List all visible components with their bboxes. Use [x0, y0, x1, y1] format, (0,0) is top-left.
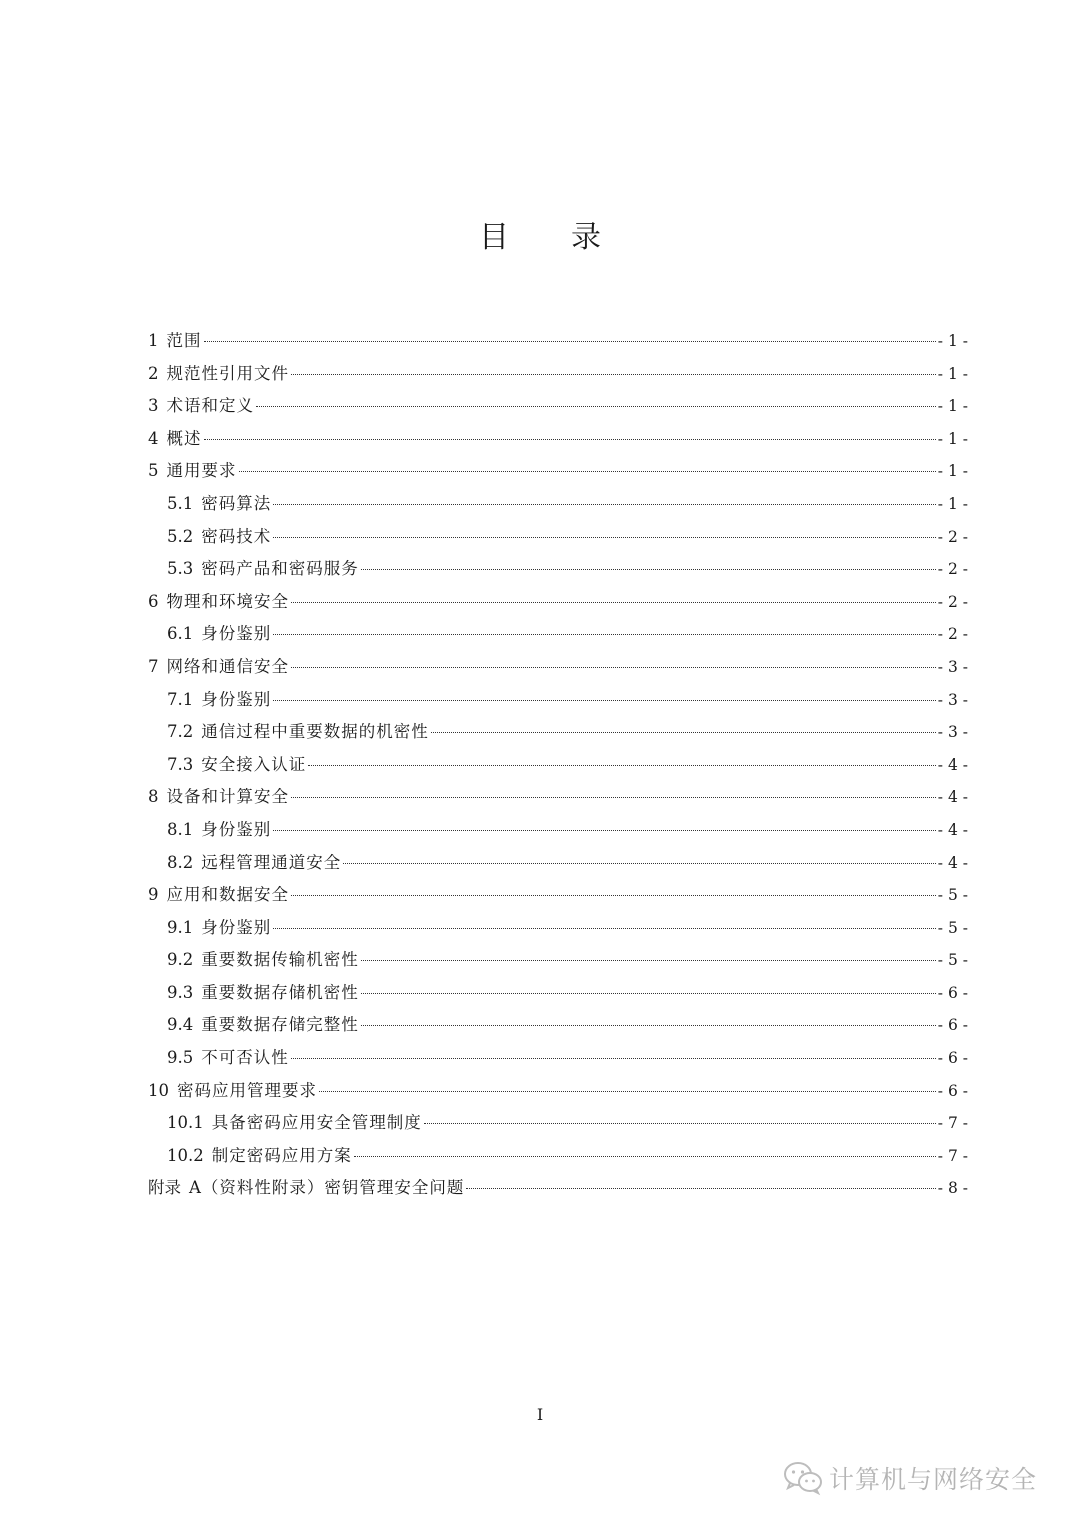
toc-entry-label: 重要数据存储机密性	[201, 982, 359, 1002]
toc-entry[interactable]	[148, 488, 968, 521]
toc-entry[interactable]	[148, 749, 968, 782]
toc-leader-dots	[204, 341, 936, 342]
toc-entry[interactable]	[148, 553, 968, 586]
toc-entry[interactable]	[148, 879, 968, 912]
toc-entry-page: - 1 -	[937, 462, 968, 481]
toc-entry-number: 4	[148, 428, 159, 448]
toc-entry-label: 术语和定义	[166, 396, 254, 416]
toc-entry-label: 重要数据存储完整性	[201, 1015, 359, 1035]
toc-entry-label: 制定密码应用方案	[211, 1145, 352, 1165]
toc-entry-page: - 4 -	[937, 853, 968, 872]
watermark	[783, 1460, 1037, 1496]
toc-entry-number: 6	[148, 591, 159, 611]
toc-entry-label: 身份鉴别	[201, 917, 272, 937]
toc-entry-page: - 2 -	[937, 592, 968, 611]
toc-entry-page: - 6 -	[937, 1016, 968, 1035]
toc-entry[interactable]	[148, 684, 968, 717]
toc-entry-page: - 5 -	[937, 951, 968, 970]
toc-entry-number: 5.2	[167, 526, 194, 546]
toc-entry[interactable]	[148, 455, 968, 488]
toc-entry-page: - 1 -	[937, 364, 968, 383]
toc-leader-dots	[291, 797, 936, 798]
watermark-text: 计算机与网络安全	[829, 1465, 1038, 1494]
toc-entry[interactable]	[148, 781, 968, 814]
toc-leader-dots	[273, 928, 936, 929]
toc-entry-label: 密码产品和密码服务	[201, 559, 359, 579]
toc-entry-page: - 7 -	[937, 1114, 968, 1133]
toc-entry-number: 10.1	[167, 1113, 204, 1133]
toc-leader-dots	[424, 1123, 936, 1124]
toc-entry[interactable]	[148, 944, 968, 977]
toc-entry[interactable]	[148, 423, 968, 456]
toc-entry[interactable]	[148, 1140, 968, 1173]
toc-entry[interactable]	[148, 1172, 968, 1205]
toc-entry[interactable]	[148, 1009, 968, 1042]
toc-entry[interactable]	[148, 390, 968, 423]
toc-entry-page: - 4 -	[937, 755, 968, 774]
toc-entry-page: - 8 -	[937, 1179, 968, 1198]
toc-leader-dots	[361, 993, 936, 994]
toc-leader-dots	[204, 439, 936, 440]
toc-entry-number: 2	[148, 363, 159, 383]
toc-entry-number: 9.2	[167, 950, 194, 970]
toc-leader-dots	[273, 634, 936, 635]
toc-entry[interactable]	[148, 1107, 968, 1140]
toc-leader-dots	[291, 667, 936, 668]
toc-leader-dots	[291, 895, 936, 896]
toc-entry-label: 重要数据传输机密性	[201, 950, 359, 970]
toc-entry-page: - 3 -	[937, 657, 968, 676]
toc-entry-page: - 2 -	[937, 625, 968, 644]
toc-entry-number: 9.5	[167, 1048, 194, 1068]
toc-leader-dots	[431, 732, 936, 733]
toc-entry-number: 5.1	[167, 493, 194, 513]
toc-leader-dots	[361, 960, 936, 961]
toc-entry-page: - 2 -	[937, 527, 968, 546]
toc-entry-page: - 1 -	[937, 494, 968, 513]
toc-entry-page: - 3 -	[937, 723, 968, 742]
toc-entry-page: - 2 -	[937, 560, 968, 579]
toc-leader-dots	[291, 374, 936, 375]
toc-entry[interactable]	[148, 586, 968, 619]
page-number: I	[536, 1405, 544, 1424]
toc-entry-number: 7.3	[167, 754, 194, 774]
toc-entry-page: - 3 -	[937, 690, 968, 709]
toc-leader-dots	[343, 863, 936, 864]
toc-entry-page: - 5 -	[937, 918, 968, 937]
toc-entry-page: - 6 -	[937, 1049, 968, 1068]
toc-entry-label: 规范性引用文件	[166, 363, 289, 383]
toc-leader-dots	[273, 830, 936, 831]
toc-entry-page: - 1 -	[937, 429, 968, 448]
toc-entry[interactable]	[148, 1075, 968, 1108]
toc-entry[interactable]	[148, 814, 968, 847]
toc-entry-number: 9.3	[167, 982, 194, 1002]
toc-entry-number: 3	[148, 396, 159, 416]
toc-entry-number: 7.1	[167, 689, 194, 709]
toc-entry-label: 密码算法	[201, 493, 272, 513]
toc-entry[interactable]	[148, 618, 968, 651]
toc-entry-label: 通信过程中重要数据的机密性	[201, 722, 429, 742]
toc-entry-label: A（资料性附录）密钥管理安全问题	[189, 1178, 465, 1198]
toc-entry[interactable]	[148, 716, 968, 749]
toc-leader-dots	[273, 700, 936, 701]
toc-entry-label: 身份鉴别	[201, 689, 272, 709]
toc-entry[interactable]	[148, 651, 968, 684]
toc-entry-number: 5	[148, 461, 159, 481]
toc-entry-label: 应用和数据安全	[166, 885, 289, 905]
toc-entry[interactable]	[148, 358, 968, 391]
toc-leader-dots	[273, 537, 936, 538]
toc-entry-page: - 4 -	[937, 788, 968, 807]
toc-entry-number: 9.4	[167, 1015, 194, 1035]
toc-entry-number: 8.1	[167, 819, 194, 839]
toc-leader-dots	[308, 765, 936, 766]
toc-leader-dots	[291, 1058, 936, 1059]
toc-entry-page: - 7 -	[937, 1146, 968, 1165]
toc-leader-dots	[361, 569, 936, 570]
toc-leader-dots	[273, 504, 936, 505]
title-char-2: 录	[571, 220, 601, 255]
toc-entry-number: 6.1	[167, 624, 194, 644]
toc-entry-label: 设备和计算安全	[166, 787, 289, 807]
toc-entry[interactable]	[148, 977, 968, 1010]
toc-entry-page: - 1 -	[937, 397, 968, 416]
toc-leader-dots	[319, 1091, 936, 1092]
title-char-1: 目	[479, 220, 509, 255]
toc-entry-label: 概述	[166, 428, 202, 448]
toc-leader-dots	[466, 1188, 935, 1189]
toc-entry-page: - 1 -	[937, 332, 968, 350]
wechat-icon	[783, 1460, 823, 1496]
toc-entry-label: 不可否认性	[201, 1048, 289, 1068]
toc-entry[interactable]	[148, 521, 968, 554]
toc-entry[interactable]	[148, 847, 968, 880]
toc-entry-number: 7.2	[167, 722, 194, 742]
toc-entry-label: 通用要求	[166, 461, 237, 481]
toc-entry-label: 范围	[166, 331, 202, 350]
toc-entry-number: 5.3	[167, 559, 194, 579]
toc-entry-number: 7	[148, 656, 159, 676]
toc-entry-label: 远程管理通道安全	[201, 852, 342, 872]
toc-entry-number: 附录	[148, 1178, 181, 1198]
toc-entry-number: 8	[148, 787, 159, 807]
toc-entry-number: 10.2	[167, 1145, 204, 1165]
toc-entry-label: 物理和环境安全	[166, 591, 289, 611]
toc-entry-label: 具备密码应用安全管理制度	[211, 1113, 422, 1133]
toc-leader-dots	[256, 406, 936, 407]
toc-entry-label: 密码技术	[201, 526, 272, 546]
toc-entry-number: 9.1	[167, 917, 194, 937]
toc-entry-number: 8.2	[167, 852, 194, 872]
table-of-contents	[148, 325, 968, 1205]
toc-entry[interactable]	[148, 912, 968, 945]
toc-entry-page: - 5 -	[937, 886, 968, 905]
toc-entry[interactable]	[148, 325, 968, 358]
toc-entry-label: 身份鉴别	[201, 624, 272, 644]
page-title	[0, 212, 1080, 256]
toc-leader-dots	[354, 1156, 936, 1157]
toc-entry-page: - 6 -	[937, 983, 968, 1002]
toc-leader-dots	[291, 602, 936, 603]
toc-entry-label: 安全接入认证	[201, 754, 307, 774]
toc-leader-dots	[239, 471, 936, 472]
toc-entry-label: 网络和通信安全	[166, 656, 289, 676]
toc-entry-page: - 6 -	[937, 1081, 968, 1100]
toc-entry-label: 身份鉴别	[201, 819, 272, 839]
toc-entry-label: 密码应用管理要求	[177, 1080, 317, 1100]
toc-entry-number: 1	[148, 331, 159, 350]
toc-leader-dots	[361, 1025, 936, 1026]
toc-entry-number: 10	[148, 1080, 169, 1100]
toc-entry[interactable]	[148, 1042, 968, 1075]
toc-entry-page: - 4 -	[937, 820, 968, 839]
toc-entry-number: 9	[148, 885, 159, 905]
